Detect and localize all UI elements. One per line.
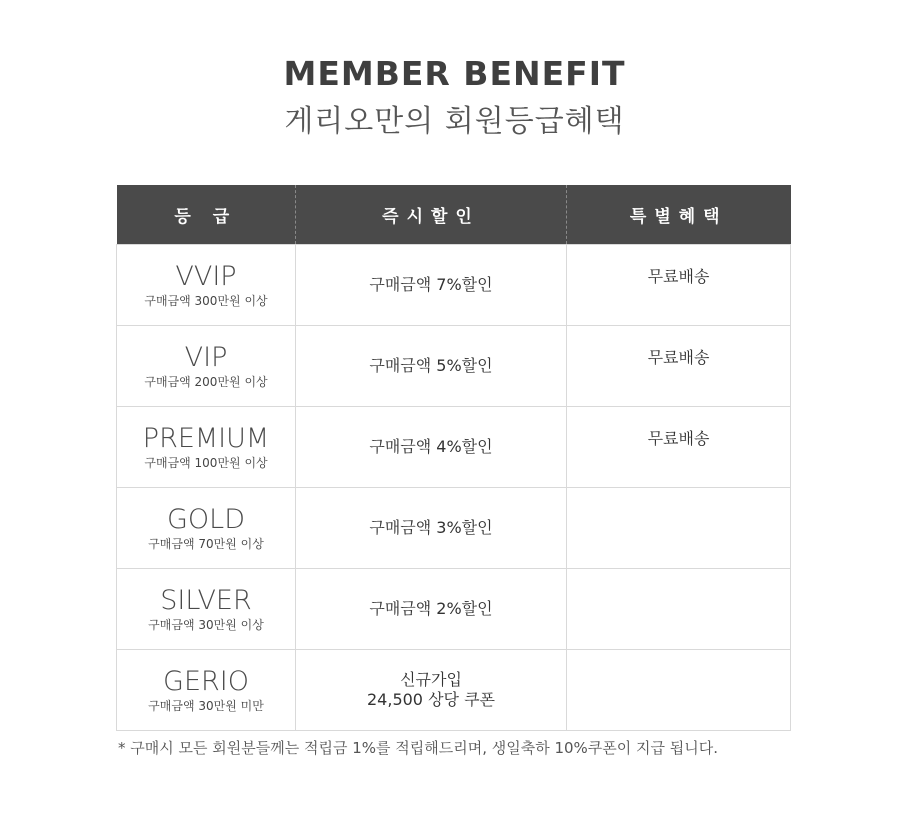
discount-text: 구매금액 2%할인	[369, 599, 493, 618]
table-row	[117, 650, 791, 731]
column-header-discount: 즉시할인	[296, 185, 567, 245]
table-row	[117, 326, 791, 407]
grade-name: SILVER	[160, 584, 252, 616]
grade-condition: 구매금액 70만원 이상	[148, 536, 264, 551]
discount-text: 구매금액 3%할인	[369, 518, 493, 537]
benefit-cell	[567, 488, 791, 569]
grade-condition: 구매금액 30만원 미만	[148, 698, 264, 713]
benefit-cell	[567, 650, 791, 731]
benefit-cell	[567, 245, 791, 326]
discount-cell	[296, 488, 567, 569]
benefit-cell	[567, 569, 791, 650]
discount-cell	[296, 245, 567, 326]
table-row	[117, 569, 791, 650]
grade-name: GERIO	[163, 665, 249, 697]
grade-cell	[117, 407, 296, 488]
benefit-text: 무료배송	[647, 348, 710, 367]
grade-name: VIP	[184, 341, 228, 373]
discount-text: 신규가입	[400, 670, 462, 689]
grade-cell	[117, 326, 296, 407]
column-header-grade: 등 급	[117, 185, 296, 245]
benefit-cell	[567, 326, 791, 407]
page-subtitle: 게리오만의 회원등급혜택	[284, 104, 625, 139]
grade-condition: 구매금액 30만원 이상	[148, 617, 264, 632]
discount-text-line2: 24,500 상당 쿠폰	[367, 690, 495, 709]
grade-name: PREMIUM	[142, 422, 270, 454]
table-row	[117, 488, 791, 569]
discount-cell	[296, 326, 567, 407]
benefit-text: 무료배송	[647, 429, 710, 448]
grade-cell	[117, 650, 296, 731]
discount-cell	[296, 650, 567, 731]
grade-cell	[117, 245, 296, 326]
grade-condition: 구매금액 100만원 이상	[144, 455, 268, 470]
grade-name: GOLD	[166, 503, 245, 535]
footnote: * 구매시 모든 회원분들께는 적립금 1%를 적립해드리며, 생일축하 10%쿠폰이 지급 됩니다.	[118, 739, 719, 757]
benefit-cell	[567, 407, 791, 488]
benefit-text: 무료배송	[647, 267, 710, 286]
discount-cell	[296, 569, 567, 650]
grade-name: VVIP	[175, 260, 237, 292]
table-row	[117, 407, 791, 488]
discount-cell	[296, 407, 567, 488]
grade-cell	[117, 569, 296, 650]
column-header-benefit: 특별혜택	[567, 185, 791, 245]
benefit-table	[116, 185, 791, 731]
table-header-row	[117, 185, 791, 245]
table-row	[117, 245, 791, 326]
grade-cell	[117, 488, 296, 569]
page-title: MEMBER BENEFIT	[283, 54, 626, 93]
discount-text: 구매금액 4%할인	[369, 437, 493, 456]
grade-condition: 구매금액 300만원 이상	[144, 293, 268, 308]
grade-condition: 구매금액 200만원 이상	[144, 374, 268, 389]
discount-text: 구매금액 5%할인	[369, 356, 493, 375]
discount-text: 구매금액 7%할인	[369, 275, 493, 294]
